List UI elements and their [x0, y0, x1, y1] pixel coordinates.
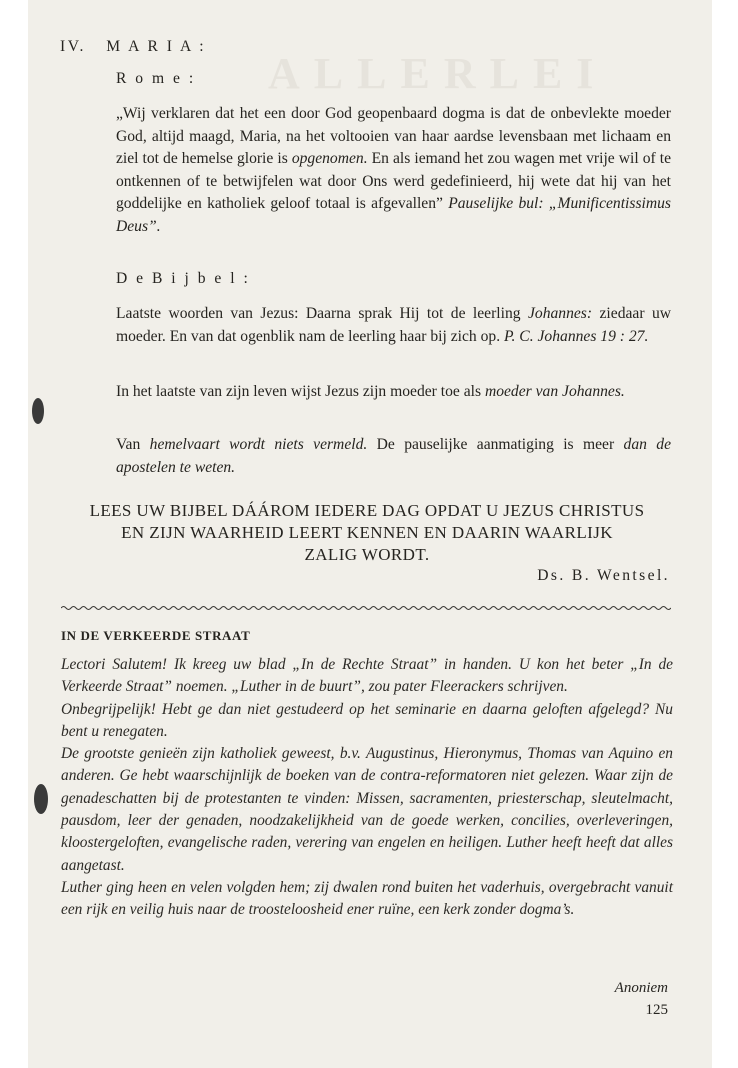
bijbel-p3-text-2: De pauselijke aanmatiging is meer [376, 436, 615, 453]
signature-wentsel: Ds. B. Wentsel. [537, 567, 670, 584]
bijbel-paragraph-2 [116, 381, 671, 404]
exhortation-line-3: ZALIG WORDT. [304, 545, 430, 564]
letter-paragraph-1: Lectori Salutem! Ik kreeg uw blad „In de Rechte Straat” in handen. U kon het beter „In de Verkeerde Straat” noemen. „Luther in de buurt”, zou pater Fleerackers schrijven. [61, 656, 673, 696]
exhortation [61, 500, 673, 566]
wavy-divider [61, 604, 671, 612]
exhortation-line-2: EN ZIJN WAARHEID LEERT KENNEN EN DAARIN WAARLIJK [121, 523, 613, 542]
bijbel-p1-text-2: ziedaar uw moeder. En van dat ogenblik nam de leerling haar bij zich op. [116, 305, 672, 345]
page-number: 125 [645, 1002, 668, 1018]
exhortation-line-1: LEES UW BIJBEL DÁÁROM IEDERE DAG OPDAT U JEZUS CHRISTUS [89, 501, 645, 520]
bijbel-p1-reference: P. C. Johannes 19 : 27. [504, 327, 649, 345]
page [28, 0, 712, 1068]
bleed-through-text: ALLERLEI [268, 49, 608, 98]
rome-quote-source: Pauselijke bul: „Munificentissimus Deus”. [116, 195, 671, 235]
rome-quote-italic-1: opgenomen. [291, 150, 368, 168]
section-title-maria: M A R I A : [106, 38, 207, 55]
bijbel-p2-italic: moeder van Johannes. [484, 383, 625, 400]
bijbel-p2-text: In het laatste van zijn leven wijst Jezus zijn moeder toe als [116, 383, 482, 400]
binding-hole-mark [34, 784, 48, 814]
subheading-bijbel: D e B i j b e l : [116, 270, 251, 287]
binding-hole-mark [32, 398, 44, 424]
bijbel-paragraph-1 [116, 303, 671, 348]
bijbel-paragraph-3 [116, 434, 671, 479]
section-number [60, 38, 206, 56]
letter-paragraph-3: De grootste genieën zijn katholiek geweest, b.v. Augustinus, Hieronymus, Thomas van Aquino en anderen. Ge hebt waarschijnlijk de boeken van de contra-reformatoren niet gelezen. Waar zijn de genadeschatten bij de protestanten te vinden: Missen, sacramenten, priesterschap, sleutelmacht, pausdom, leer der genaden, noodzakelijkheid van de goede werken, concilies, overleveringen, kloostergeloften, evangelische raden, verering van engelen en heiligen. Luther heeft heeft dat alles aangetast. [61, 745, 673, 874]
letter-paragraph-2: Onbegrijpelijk! Hebt ge dan niet gestudeerd op het seminarie en daarna geloften afgelegd? Nu bent u renegaten. [61, 700, 673, 740]
bijbel-p1-italic-1: Johannes: [527, 305, 593, 322]
bijbel-p3-text-1: Van [116, 436, 141, 453]
rome-quote [116, 103, 671, 239]
section-number-text: IV. [60, 38, 86, 55]
section-title-verkeerde-straat: IN DE VERKEERDE STRAAT [61, 628, 251, 643]
rome-quote-text-1: „Wij verklaren dat het een door God geopenbaard dogma is dat de onbevlekte moeder God, altijd maagd, Maria, na het voltooien van haar aardse levensbaan met lichaam en ziel tot de hemelse glorie is [116, 105, 671, 168]
bijbel-p3-italic-1: hemelvaart wordt niets vermeld. [149, 436, 368, 453]
bijbel-p3-italic-2: dan de apostelen te weten. [116, 436, 672, 476]
subheading-rome: R o m e : [116, 70, 196, 87]
rome-quote-text-2: En als iemand het zou wagen met vrije wil of te ontkennen of te betwijfelen wat door Ons werd gedefinieerd, hij wete dat hij van het goddelijke en katholiek geloof totaal is afgevallen” [116, 150, 671, 213]
author-anoniem: Anoniem [614, 980, 668, 996]
letter-paragraph-4: Luther ging heen en velen volgden hem; zij dwalen rond buiten het vaderhuis, overgebracht vanuit een rijk en veilig huis naar de troosteloosheid ener ruïne, een kerk zonder dogma’s. [61, 878, 673, 919]
letter-body [61, 654, 673, 922]
bijbel-p1-text: Laatste woorden van Jezus: Daarna sprak Hij tot de leerling [116, 305, 528, 322]
